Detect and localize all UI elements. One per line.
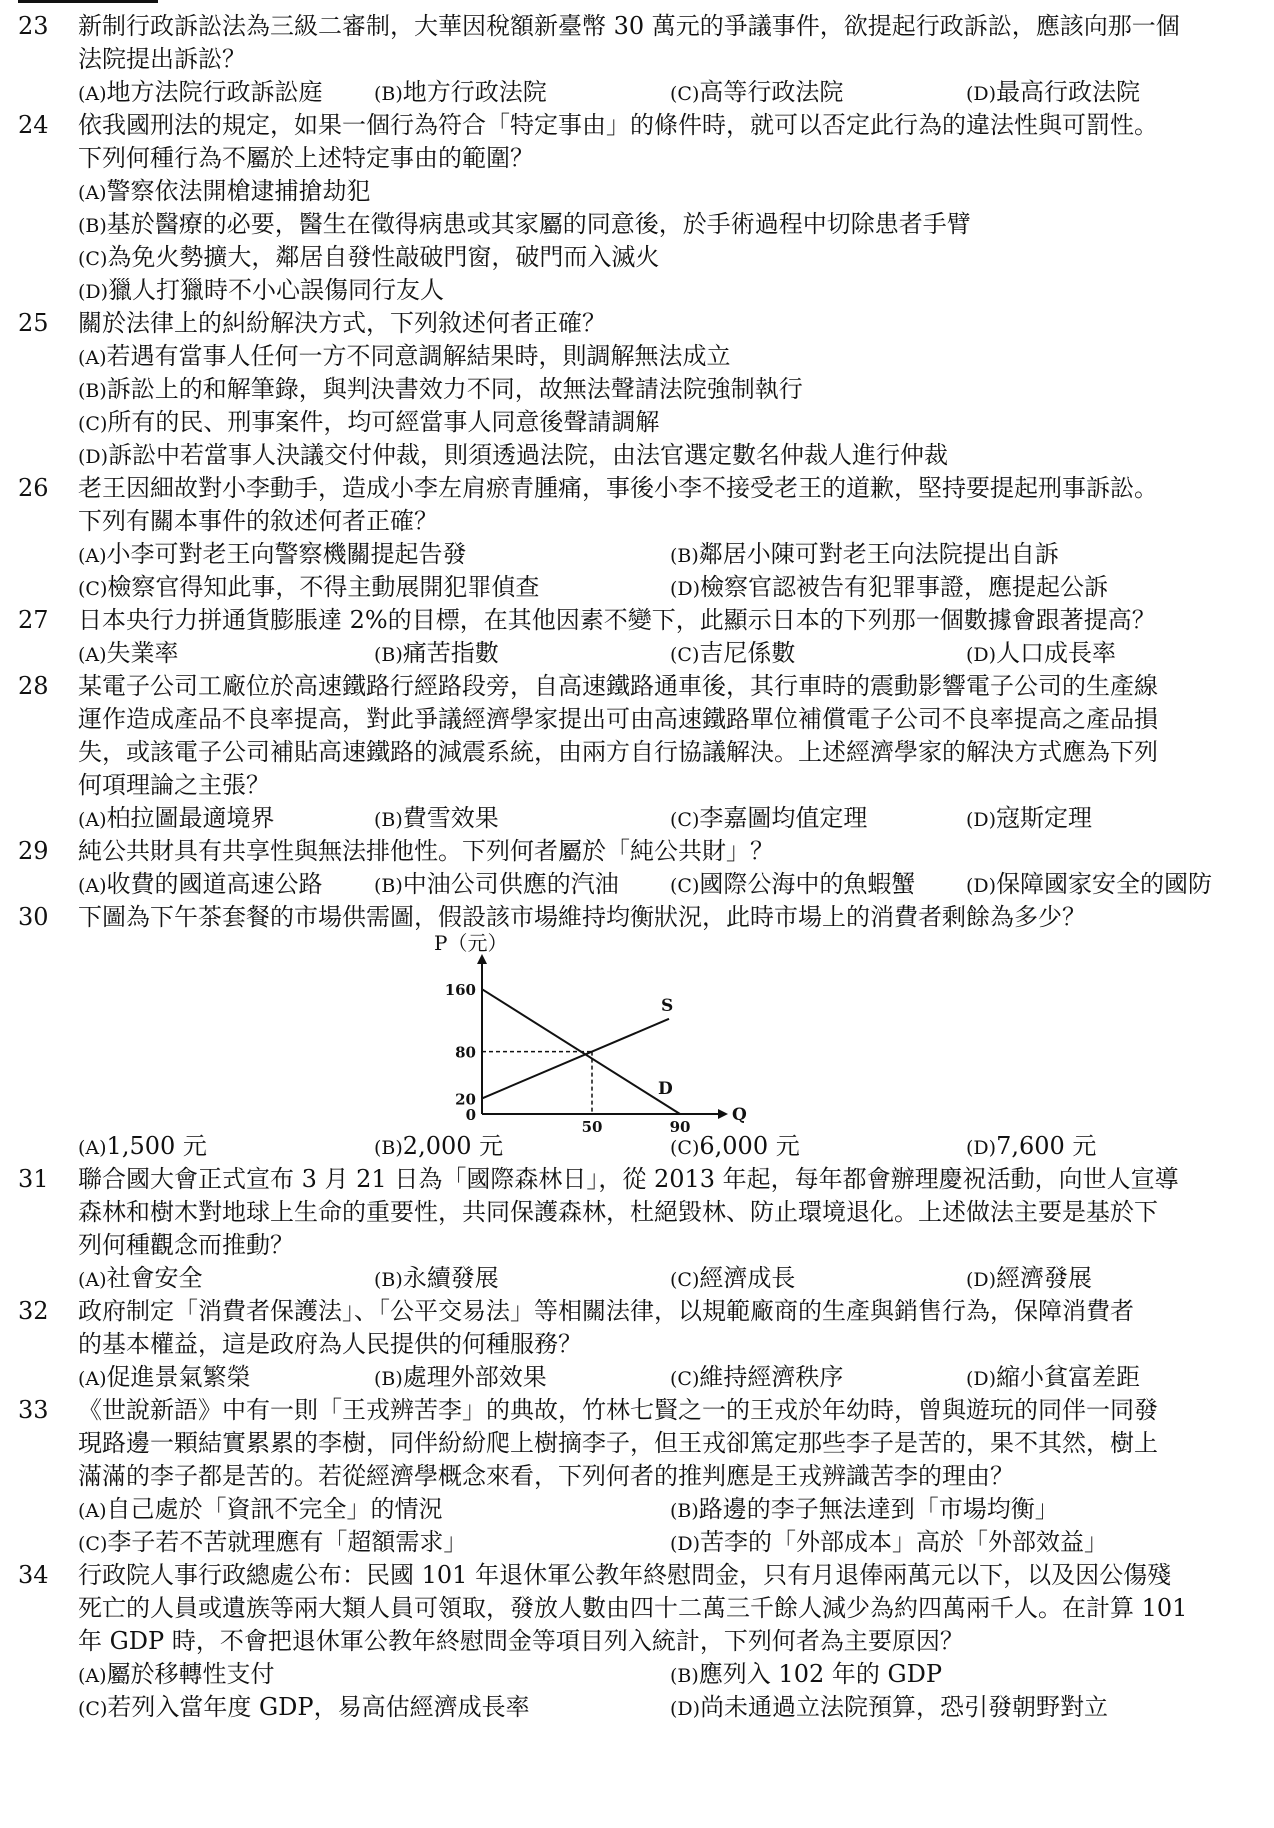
options-row [0, 1658, 1274, 1691]
question-number: 33 [18, 1396, 49, 1424]
stem-line [0, 1196, 1274, 1229]
option-label: (D) [966, 1269, 997, 1291]
option[interactable] [78, 538, 467, 573]
option-text: 國際公海中的魚蝦蟹 [699, 870, 916, 898]
option-text: 6,000 元 [699, 1132, 800, 1160]
question-stem-text: 新制行政訴訟法為三級二審制，大華因稅額新臺幣 30 萬元的爭議事件，欲提起行政訴訟，應該向那一個 [78, 12, 1180, 40]
option-label: (A) [78, 1368, 107, 1390]
option-text: 寇斯定理 [996, 804, 1093, 832]
option-text: 地方行政法院 [402, 78, 547, 106]
question-number: 23 [18, 12, 49, 40]
stem-line [0, 670, 1274, 703]
stem-line [0, 1394, 1274, 1427]
stem-line [0, 703, 1274, 736]
option-label: (B) [374, 83, 403, 105]
option[interactable] [78, 208, 971, 243]
options-row [0, 538, 1274, 571]
y-tick-20: 20 [455, 1090, 476, 1109]
option[interactable] [78, 1493, 443, 1528]
option-label: (B) [374, 809, 403, 831]
option-text: 柏拉圖最適境界 [106, 804, 275, 832]
option-label: (C) [78, 578, 108, 600]
supply-label: S [661, 995, 674, 1016]
option-label: (B) [374, 1368, 403, 1390]
option-text: 檢察官得知此事，不得主動展開犯罪偵查 [107, 573, 540, 601]
option[interactable] [670, 1262, 795, 1297]
option-label: (C) [78, 1533, 108, 1555]
option[interactable] [670, 1493, 1059, 1528]
option-text: 高等行政法院 [699, 78, 844, 106]
option[interactable] [78, 76, 323, 111]
stem-line [0, 505, 1274, 538]
question-number: 30 [18, 903, 49, 931]
option-label: (B) [374, 644, 403, 666]
option-label: (C) [78, 1698, 108, 1720]
option-text: 苦李的「外部成本」高於「外部效益」 [700, 1528, 1109, 1556]
y-axis-arrow [477, 954, 487, 964]
option[interactable] [670, 1526, 1108, 1561]
question-stem-text: 《世說新語》中有一則「王戎辨苦李」的典故，竹林七賢之一的王戎於年幼時，曾與遊玩的同伴一同發 [78, 1396, 1158, 1424]
option-label: (A) [78, 875, 107, 897]
option-label: (A) [78, 347, 107, 369]
question-stem-text: 下圖為下午茶套餐的市場供需圖，假設該市場維持均衡狀況，此時市場上的消費者剩餘為多少？ [78, 903, 1086, 931]
option-text: 李子若不苦就理應有「超額需求」 [107, 1528, 468, 1556]
option[interactable] [670, 1361, 843, 1396]
question-stem-text: 某電子公司工廠位於高速鐵路行經路段旁，自高速鐵路通車後，其行車時的震動影響電子公司的生產線 [78, 672, 1158, 700]
option-label: (B) [670, 545, 699, 567]
stem-line [0, 1229, 1274, 1262]
option-label: (D) [966, 1368, 997, 1390]
option-text: 訴訟中若當事人決議交付仲裁，則須透過法院，由法官選定數名仲裁人進行仲裁 [108, 441, 949, 469]
option[interactable] [78, 802, 275, 837]
option[interactable] [670, 802, 867, 837]
option[interactable] [670, 1130, 800, 1165]
option[interactable] [374, 868, 619, 903]
option[interactable] [78, 340, 731, 375]
option[interactable] [78, 571, 539, 606]
options-row [0, 208, 1274, 241]
question-number: 26 [18, 474, 49, 502]
question-stem-text: 老王因細故對小李動手，造成小李左肩瘀青腫痛，事後小李不接受老王的道歉，堅持要提起刑事訴訟。 [78, 474, 1158, 502]
option-label: (C) [78, 248, 108, 270]
option[interactable] [374, 802, 499, 837]
stem-line [0, 43, 1274, 76]
option-label: (C) [670, 644, 700, 666]
stem-line [0, 769, 1274, 802]
option-text: 鄰居小陳可對老王向法院提出自訴 [698, 540, 1059, 568]
stem-line [0, 472, 1274, 505]
option-text: 為免火勢擴大，鄰居自發性敲破門窗，破門而入滅火 [107, 243, 660, 271]
stem-line [0, 1295, 1274, 1328]
option-label: (C) [670, 875, 700, 897]
option[interactable] [670, 637, 795, 672]
option-text: 吉尼係數 [699, 639, 796, 667]
options-row [0, 241, 1274, 274]
question-stem-text: 行政院人事行政總處公布：民國 101 年退休軍公教年終慰問金，只有月退俸兩萬元以下，以及因公傷殘 [78, 1561, 1172, 1589]
option-text: 所有的民、刑事案件，均可經當事人同意後聲請調解 [107, 408, 660, 436]
question-stem-text: 何項理論之主張？ [78, 771, 270, 799]
option-label: (D) [670, 1698, 701, 1720]
option-text: 保障國家安全的國防 [996, 870, 1213, 898]
option[interactable] [78, 373, 803, 408]
option-text: 永續發展 [402, 1264, 499, 1292]
y-tick-160: 160 [444, 981, 476, 1000]
option-label: (C) [670, 1269, 700, 1291]
question-stem-text: 下列有關本事件的敘述何者正確？ [78, 507, 438, 535]
option-text: 自己處於「資訊不完全」的情況 [106, 1495, 443, 1523]
options-row [0, 637, 1274, 670]
options-row [0, 175, 1274, 208]
question-number: 34 [18, 1561, 49, 1589]
option-text: 人口成長率 [996, 639, 1117, 667]
option-label: (D) [966, 875, 997, 897]
option[interactable] [78, 274, 444, 309]
option[interactable] [374, 1262, 499, 1297]
stem-line [0, 142, 1274, 175]
option-label: (B) [78, 215, 107, 237]
option[interactable] [78, 1361, 251, 1396]
question-stem-text: 失，或該電子公司補貼高速鐵路的減震系統，由兩方自行協議解決。上述經濟學家的解決方式應為下列 [78, 738, 1158, 766]
option[interactable] [374, 76, 547, 111]
option[interactable] [78, 1658, 275, 1693]
stem-line [0, 1163, 1274, 1196]
option[interactable] [670, 571, 1108, 606]
x-axis-label: Q [732, 1105, 747, 1125]
options-row [0, 1262, 1274, 1295]
option-text: 小李可對老王向警察機關提起告發 [106, 540, 467, 568]
option-text: 檢察官認被告有犯罪事證，應提起公訴 [700, 573, 1109, 601]
stem-line [0, 1328, 1274, 1361]
question-stem-text: 的基本權益，這是政府為人民提供的何種服務？ [78, 1330, 582, 1358]
option[interactable] [966, 1361, 1140, 1396]
option-text: 失業率 [106, 639, 179, 667]
question-stem-text: 日本央行力拼通貨膨脹達 2%的目標，在其他因素不變下，此顯示日本的下列那一個數據會跟著提高？ [78, 606, 1156, 634]
question-34 [0, 1559, 1274, 1724]
question-28 [0, 670, 1274, 835]
options-row [0, 406, 1274, 439]
stem-line [0, 1427, 1274, 1460]
option-label: (A) [78, 182, 107, 204]
options-row [0, 1526, 1274, 1559]
stem-line [0, 1460, 1274, 1493]
options-row [0, 1361, 1274, 1394]
option-text: 經濟發展 [996, 1264, 1093, 1292]
option-label: (B) [78, 380, 107, 402]
option-text: 經濟成長 [699, 1264, 796, 1292]
option-label: (D) [78, 281, 109, 303]
origin-label: 0 [465, 1106, 476, 1124]
options-row [0, 439, 1274, 472]
option[interactable] [966, 802, 1092, 837]
option[interactable] [966, 637, 1116, 672]
question-stem-text: 現路邊一顆結實累累的李樹，同伴紛紛爬上樹摘李子，但王戎卻篤定那些李子是苦的，果不其然，樹上 [78, 1429, 1158, 1457]
option[interactable] [670, 538, 1059, 573]
option-text: 7,600 元 [996, 1132, 1097, 1160]
option[interactable] [374, 1361, 547, 1396]
option-text: 若遇有當事人任何一方不同意調解結果時，則調解無法成立 [106, 342, 731, 370]
option-text: 維持經濟秩序 [699, 1363, 844, 1391]
stem-line [0, 109, 1274, 142]
option[interactable] [966, 76, 1140, 111]
option-text: 李嘉圖均值定理 [699, 804, 868, 832]
question-number: 29 [18, 837, 49, 865]
option-label: (D) [670, 578, 701, 600]
option[interactable] [78, 1526, 467, 1561]
option-label: (A) [78, 644, 107, 666]
option-text: 訴訟上的和解筆錄，與判決書效力不同，故無法聲請法院強制執行 [106, 375, 803, 403]
question-stem-text: 年 GDP 時，不會把退休軍公教年終慰問金等項目列入統計，下列何者為主要原因？ [78, 1627, 964, 1655]
stem-line [0, 1625, 1274, 1658]
option[interactable] [966, 1130, 1096, 1165]
option-text: 縮小貧富差距 [996, 1363, 1141, 1391]
option-label: (C) [78, 413, 108, 435]
options-row [0, 76, 1274, 109]
option-label: (D) [966, 83, 997, 105]
options-row [0, 1493, 1274, 1526]
stem-line [0, 835, 1274, 868]
option-text: 路邊的李子無法達到「市場均衡」 [698, 1495, 1059, 1523]
option-label: (A) [78, 83, 107, 105]
x-tick-90: 90 [669, 1118, 691, 1136]
question-25 [0, 307, 1274, 472]
option-label: (B) [670, 1665, 699, 1687]
option-text: 中油公司供應的汽油 [402, 870, 619, 898]
option-text: 基於醫療的必要，醫生在徵得病患或其家屬的同意後，於手術過程中切除患者手臂 [106, 210, 971, 238]
option-label: (C) [670, 1137, 700, 1159]
question-stem-text: 滿滿的李子都是苦的。若從經濟學概念來看，下列何者的推判應是王戎辨識苦李的理由？ [78, 1462, 1014, 1490]
option-label: (A) [78, 1137, 107, 1159]
question-stem-text: 關於法律上的糾紛解決方式，下列敘述何者正確？ [78, 309, 606, 337]
options-row [0, 373, 1274, 406]
option-label: (B) [374, 1137, 403, 1159]
option[interactable] [670, 1658, 942, 1693]
question-23 [0, 10, 1274, 109]
option-label: (D) [670, 1533, 701, 1555]
stem-line [0, 736, 1274, 769]
question-31 [0, 1163, 1274, 1295]
question-number: 27 [18, 606, 49, 634]
options-row [0, 1130, 1274, 1163]
stem-line [0, 604, 1274, 637]
x-tick-50: 50 [581, 1118, 603, 1136]
exam-page [0, 10, 1274, 1724]
option[interactable] [78, 868, 323, 903]
question-33 [0, 1394, 1274, 1559]
question-27 [0, 604, 1274, 670]
question-24 [0, 109, 1274, 307]
option[interactable] [670, 76, 843, 111]
option[interactable] [966, 868, 1212, 903]
option-text: 地方法院行政訴訟庭 [106, 78, 323, 106]
stem-line [0, 1592, 1274, 1625]
option-text: 促進景氣繁榮 [106, 1363, 251, 1391]
option-text: 獵人打獵時不小心誤傷同行友人 [108, 276, 445, 304]
options-row [0, 340, 1274, 373]
y-axis-label: P（元） [434, 931, 508, 955]
option-label: (B) [374, 875, 403, 897]
supply-curve [482, 1019, 669, 1099]
option-text: 應列入 102 年的 GDP [698, 1660, 943, 1688]
option-label: (C) [670, 1368, 700, 1390]
option-label: (C) [670, 809, 700, 831]
option-text: 警察依法開槍逮捕搶劫犯 [106, 177, 371, 205]
option[interactable] [374, 1130, 503, 1165]
option-text: 屬於移轉性支付 [106, 1660, 275, 1688]
option-label: (D) [966, 644, 997, 666]
option[interactable] [78, 439, 948, 474]
question-stem-text: 下列何種行為不屬於上述特定事由的範圍？ [78, 144, 534, 172]
question-26 [0, 472, 1274, 604]
y-tick-80: 80 [455, 1043, 476, 1062]
options-row [0, 571, 1274, 604]
header-rule [18, 0, 158, 3]
option-text: 處理外部效果 [402, 1363, 547, 1391]
question-stem-text: 列何種觀念而推動？ [78, 1231, 294, 1259]
option[interactable] [78, 1262, 203, 1297]
question-number: 28 [18, 672, 49, 700]
options-row [0, 868, 1274, 901]
option-label: (D) [78, 446, 109, 468]
option[interactable] [78, 637, 179, 672]
question-29 [0, 835, 1274, 901]
option-label: (B) [374, 1269, 403, 1291]
stem-line [0, 10, 1274, 43]
question-stem-text: 死亡的人員或遺族等兩大類人員可領取，發放人數由四十二萬三千餘人減少為約四萬兩千人。在計算 101 [78, 1594, 1188, 1622]
option[interactable] [78, 175, 371, 210]
stem-line [0, 307, 1274, 340]
option-label: (D) [966, 809, 997, 831]
demand-label: D [658, 1079, 673, 1100]
graph-container [0, 931, 1274, 1136]
option-label: (A) [78, 809, 107, 831]
option[interactable] [670, 1691, 1108, 1726]
option-label: (A) [78, 1500, 107, 1522]
question-number: 25 [18, 309, 49, 337]
question-stem-text: 依我國刑法的規定，如果一個行為符合「特定事由」的條件時，就可以否定此行為的違法性與可罰性。 [78, 111, 1158, 139]
option[interactable] [78, 1691, 530, 1726]
option-text: 1,500 元 [106, 1132, 207, 1160]
option-text: 痛苦指數 [402, 639, 499, 667]
option-label: (C) [670, 83, 700, 105]
option-text: 費雪效果 [402, 804, 499, 832]
option[interactable] [670, 868, 915, 903]
question-stem-text: 運作造成產品不良率提高，對此爭議經濟學家提出可由高速鐵路單位補償電子公司不良率提高之產品損 [78, 705, 1158, 733]
option-text: 若列入當年度 GDP，易高估經濟成長率 [107, 1693, 530, 1721]
option-label: (A) [78, 545, 107, 567]
question-32 [0, 1295, 1274, 1394]
question-number: 31 [18, 1165, 49, 1193]
option-label: (A) [78, 1665, 107, 1687]
question-number: 24 [18, 111, 49, 139]
option-label: (A) [78, 1269, 107, 1291]
option[interactable] [78, 241, 659, 276]
stem-line [0, 1559, 1274, 1592]
question-stem-text: 政府制定「消費者保護法」、「公平交易法」等相關法律，以規範廠商的生產與銷售行為，保障消費者 [78, 1297, 1134, 1325]
option-text: 2,000 元 [402, 1132, 504, 1160]
option-text: 尚未通過立法院預算，恐引發朝野對立 [700, 1693, 1109, 1721]
option[interactable] [78, 1130, 207, 1165]
question-stem-text: 法院提出訴訟？ [78, 45, 246, 73]
question-stem-text: 純公共財具有共享性與無法排他性。下列何者屬於「純公共財」？ [78, 837, 774, 865]
option[interactable] [78, 406, 659, 441]
option-text: 收費的國道高速公路 [106, 870, 323, 898]
question-30 [0, 901, 1274, 1163]
question-stem-text: 森林和樹木對地球上生命的重要性，共同保護森林，杜絕毀林、防止環境退化。上述做法主要是基於下 [78, 1198, 1158, 1226]
option-text: 最高行政法院 [996, 78, 1141, 106]
option-label: (B) [670, 1500, 699, 1522]
options-row [0, 802, 1274, 835]
question-stem-text: 聯合國大會正式宣布 3 月 21 日為「國際森林日」，從 2013 年起，每年都會辦理慶祝活動，向世人宣導 [78, 1165, 1179, 1193]
option-label: (D) [966, 1137, 997, 1159]
x-axis-arrow [718, 1109, 728, 1119]
question-number: 32 [18, 1297, 49, 1325]
stem-line [0, 901, 1274, 934]
option[interactable] [374, 637, 499, 672]
supply-demand-graph [430, 931, 747, 1136]
option[interactable] [966, 1262, 1092, 1297]
options-row [0, 274, 1274, 307]
options-row [0, 1691, 1274, 1724]
option-text: 社會安全 [106, 1264, 203, 1292]
